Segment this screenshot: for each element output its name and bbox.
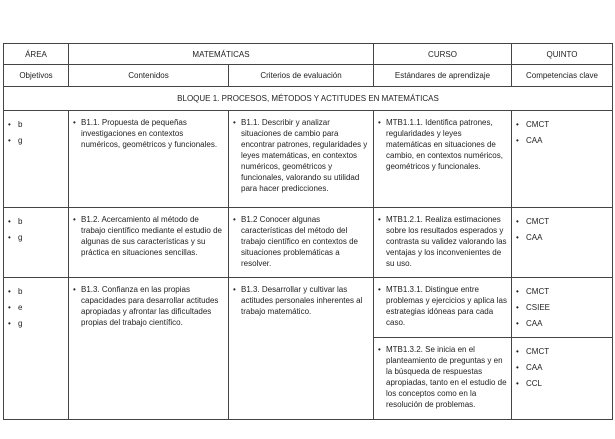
list-item: • CAA [516, 316, 610, 332]
competencias-cell [512, 208, 613, 278]
estandar-cell: • MTB1.3.2. Se inicia en el planteamiento de preguntas y en la búsqueda de respuestas apropiadas, tanto en el estudio de los conceptos como en la resolución de problemas. [374, 338, 512, 420]
bullet-icon: • [378, 345, 381, 354]
table-row [4, 208, 613, 278]
contenido-cell: • B1.2. Acercamiento al método de trabajo científico mediante el estudio de algunas de sus características y su práctica en situaciones sencillas. [69, 208, 229, 278]
estandar-cell: • MTB1.1.1. Identifica patrones, regularidades y leyes matemáticas en situaciones de cambio, en contextos numéricos, geométricos y funcionales. [374, 111, 512, 208]
bullet-icon: • [8, 120, 11, 129]
bullet-icon: • [516, 287, 519, 296]
curriculum-table [3, 43, 613, 420]
contenido-cell: • B1.1. Propuesta de pequeñas investigaciones en contextos numéricos, geométricos y funcionales. [69, 111, 229, 208]
table-row [4, 111, 613, 208]
bullet-icon: • [8, 136, 11, 145]
list-item: • g [8, 316, 66, 332]
bullet-icon: • [8, 303, 11, 312]
list-item: • CMCT [516, 284, 610, 300]
bullet-icon: • [8, 287, 11, 296]
list-item: • g [8, 230, 66, 246]
col-competencias: Competencias clave [512, 65, 613, 87]
list-item: • CAA [516, 360, 610, 376]
objetivos-cell [4, 111, 69, 208]
estandar-cell: • MTB1.2.1. Realiza estimaciones sobre los resultados esperados y contrasta su validez valorando las ventajas y los inconvenientes de su uso. [374, 208, 512, 278]
area-header: ÁREA [4, 44, 69, 65]
course-value-header: QUINTO [512, 44, 613, 65]
course-label-header: CURSO [374, 44, 512, 65]
bullet-icon: • [8, 233, 11, 242]
contenido-cell: • B1.3. Confianza en las propias capacidades para desarrollar actitudes apropiadas y afrontar las dificultades propias del trabajo científico. [69, 278, 229, 420]
subject-header: MATEMÁTICAS [69, 44, 374, 65]
col-objetivos: Objetivos [4, 65, 69, 87]
bullet-icon: • [378, 285, 381, 294]
list-item: • CAA [516, 230, 610, 246]
competencias-cell [512, 338, 613, 420]
bullet-icon: • [8, 319, 11, 328]
objetivos-cell [4, 278, 69, 420]
bullet-icon: • [516, 347, 519, 356]
list-item: • e [8, 300, 66, 316]
list-item: • CMCT [516, 214, 610, 230]
list-item: • CCL [516, 376, 610, 392]
bullet-icon: • [233, 215, 236, 224]
col-estandares: Estándares de aprendizaje [374, 65, 512, 87]
bullet-icon: • [233, 118, 236, 127]
bullet-icon: • [73, 215, 76, 224]
estandar-cell: • MTB1.3.1. Distingue entre problemas y ejercicios y aplica las estrategias idóneas para cada caso. [374, 278, 512, 338]
bullet-icon: • [516, 303, 519, 312]
bullet-icon: • [516, 136, 519, 145]
list-item: • CAA [516, 133, 610, 149]
list-item: • CSIEE [516, 300, 610, 316]
bullet-icon: • [516, 233, 519, 242]
block-title-row [4, 87, 613, 111]
bullet-icon: • [378, 118, 381, 127]
bullet-icon: • [516, 120, 519, 129]
bullet-icon: • [233, 285, 236, 294]
bullet-icon: • [516, 319, 519, 328]
bullet-icon: • [73, 118, 76, 127]
objetivos-cell [4, 208, 69, 278]
col-criterios: Criterios de evaluación [229, 65, 374, 87]
list-item: • b [8, 117, 66, 133]
competencias-cell [512, 111, 613, 208]
bullet-icon: • [73, 285, 76, 294]
table-row [4, 278, 613, 338]
criterio-cell: • B1.3. Desarrollar y cultivar las actitudes personales inherentes al trabajo matemático. [229, 278, 374, 420]
criterio-cell: • B1.1. Describir y analizar situaciones de cambio para encontrar patrones, regularidades y leyes matemáticas, en contextos numéricos, geométricos y funcionales, valorando su utilidad para hacer predicciones. [229, 111, 374, 208]
header-row [4, 44, 613, 65]
criterio-cell: • B1.2 Conocer algunas características del método del trabajo científico en contextos de situaciones problemáticas a resolver. [229, 208, 374, 278]
col-contenidos: Contenidos [69, 65, 229, 87]
bullet-icon: • [516, 363, 519, 372]
bullet-icon: • [378, 215, 381, 224]
list-item: • g [8, 133, 66, 149]
list-item: • b [8, 214, 66, 230]
list-item: • CMCT [516, 117, 610, 133]
list-item: • b [8, 284, 66, 300]
list-item: • CMCT [516, 344, 610, 360]
column-header-row [4, 65, 613, 87]
bullet-icon: • [516, 379, 519, 388]
block-title: BLOQUE 1. PROCESOS, MÉTODOS Y ACTITUDES EN MATEMÁTICAS [4, 87, 613, 111]
competencias-cell [512, 278, 613, 338]
bullet-icon: • [516, 217, 519, 226]
bullet-icon: • [8, 217, 11, 226]
